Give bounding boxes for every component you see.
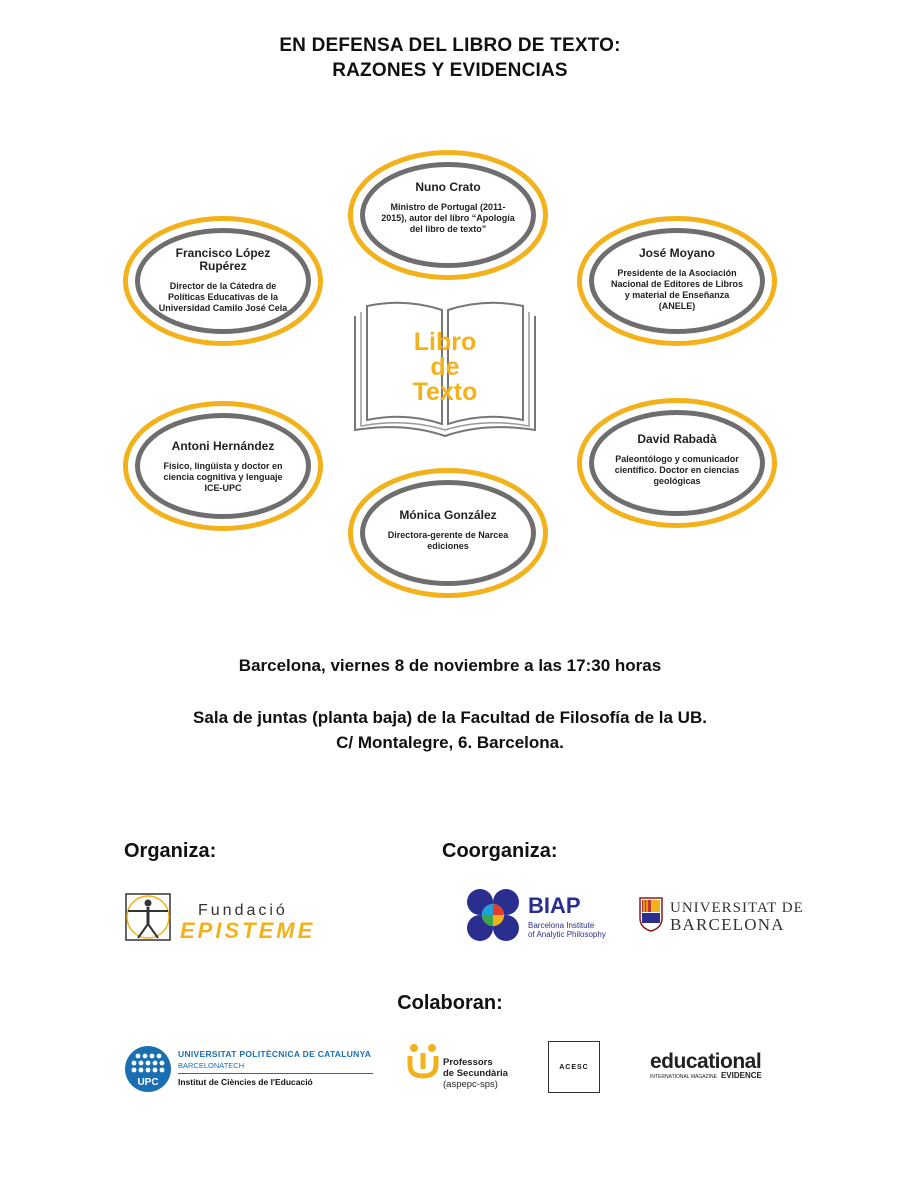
professors-logo [443,1057,508,1090]
speaker-card-david-rabada [577,398,777,528]
center-line-3: Texto [412,378,478,406]
professors-logo-icon [407,1043,439,1079]
ub-logo [670,900,804,935]
professors-line-3: (aspepc-sps) [443,1079,498,1090]
speaker-card-lopez-ruperez [123,216,323,346]
speaker-name: Mónica González [399,508,497,522]
speaker-desc: Paleontólogo y comunicador científico. Doctor en ciencias geológicas [614,454,740,486]
professors-line-2: de Secundària [443,1068,508,1079]
biap-subtitle [528,921,606,939]
center-title [345,330,545,405]
educational-evidence-logo [650,1050,762,1080]
speaker-name: David Rabadà [637,432,717,446]
educational-evidence: EVIDENCE [720,1071,762,1080]
upc-line-2: BARCELONATECH [178,1061,245,1070]
speaker-name: Antoni Hernández [171,439,275,453]
ub-line-1: UNIVERSITAT DE [670,900,804,916]
label-organiza: Organiza: [124,840,217,862]
biap-sub-line-1: Barcelona Institute [528,921,595,930]
upc-line-3: Institut de Ciències de l'Educació [178,1077,313,1087]
speaker-card-nuno-crato [348,150,548,280]
biap-logo-icon [465,888,521,942]
speaker-name: José Moyano [638,246,716,260]
episteme-label: EPISTEME [180,918,316,943]
biap-title: BIAP [528,893,581,918]
fundacio-episteme-logo [180,902,315,944]
center-line-2: de [430,353,460,381]
biap-sub-line-2: of Analytic Philosophy [528,930,606,939]
speaker-name: Francisco López Rupérez [175,246,271,273]
vitruvian-man-icon [124,892,172,942]
upc-badge-text: UPC [137,1077,159,1088]
center-line-1: Libro [413,328,477,356]
educational-line-1: educational [650,1050,762,1073]
speaker-card-jose-moyano [577,216,777,346]
speaker-desc: Presidente de la Asociación Nacional de Editores de Libros y material de Enseñanza (ANELE) [610,268,744,311]
acesc-logo: ACESC [548,1041,600,1093]
label-colaboran: Colaboran: [397,992,503,1014]
speaker-desc: Directora-gerente de Narcea ediciones [387,530,509,551]
professors-line-1: Professors [443,1057,493,1068]
educational-small: INTERNATIONAL MAGAZINE [650,1074,717,1080]
poster-title [0,33,900,83]
upc-logo [178,1049,373,1087]
speaker-card-antoni-hernandez [123,401,323,531]
speaker-desc: Ministro de Portugal (2011-2015), autor del libro “Apología del libro de texto” [381,202,515,234]
speaker-name: Nuno Crato [415,180,481,194]
event-date: Barcelona, viernes 8 de noviembre a las 17:30 horas [238,656,662,675]
fundacio-label: Fundació [198,902,288,919]
label-coorganiza: Coorganiza: [442,840,558,862]
upc-logo-icon [124,1045,172,1093]
speaker-desc: Físico, lingüista y doctor en ciencia cognitiva y lenguaje ICE-UPC [163,461,283,493]
event-address: C/ Montalegre, 6. Barcelona. [336,733,564,752]
event-venue: Sala de juntas (planta baja) de la Facultad de Filosofía de la UB. [193,708,707,727]
speaker-card-monica-gonzalez [348,468,548,598]
speaker-desc: Director de la Cátedra de Políticas Educativas de la Universidad Camilo José Cela [158,281,288,313]
title-line-2: RAZONES Y EVIDENCIAS [332,60,568,81]
ub-shield-icon [638,896,664,932]
upc-divider [178,1073,373,1074]
title-line-1: EN DEFENSA DEL LIBRO DE TEXTO: [279,35,621,56]
educational-line-2 [650,1071,762,1080]
ub-line-2: BARCELONA [670,915,785,934]
upc-line-1: UNIVERSITAT POLITÈCNICA DE CATALUNYA [178,1049,372,1059]
